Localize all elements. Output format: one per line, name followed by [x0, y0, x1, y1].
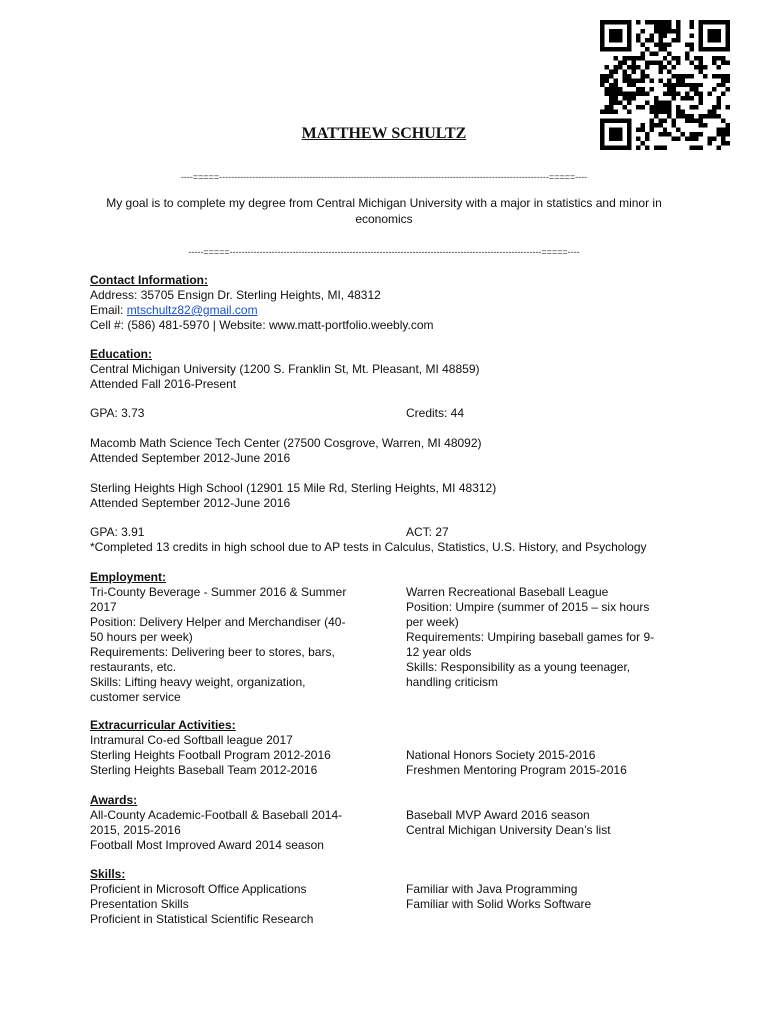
education-cmu-gpa: GPA: 3.73 [90, 406, 145, 420]
contact-email-row [90, 303, 258, 318]
skill-item: Proficient in Microsoft Office Applications [90, 882, 307, 896]
education-shhs-attended: Attended September 2012-June 2016 [90, 496, 291, 510]
contact-heading: Contact Information: [90, 273, 208, 287]
divider-bottom: -----=====--------------------------------------------------------------------------------------------------------=====---- [188, 247, 580, 257]
employment-left-line: 50 hours per week) [90, 630, 193, 644]
employment-right-line: Position: Umpire (summer of 2015 – six hours [406, 600, 650, 614]
employment-right-line: 12 year olds [406, 645, 472, 659]
employment-left-column [90, 585, 346, 705]
divider-top: ----=====--------------------------------------------------------------------------------------------------------------=====---- [180, 172, 588, 182]
education-shhs-act: ACT: 27 [406, 525, 449, 539]
skill-item: Familiar with Solid Works Software [406, 897, 592, 911]
education-cmu-attended: Attended Fall 2016-Present [90, 377, 237, 391]
employment-left-line: Tri-County Beverage - Summer 2016 & Summer [90, 585, 347, 599]
skills-left-column [90, 882, 313, 927]
employment-right-line: Warren Recreational Baseball League [406, 585, 609, 599]
skill-item: Familiar with Java Programming [406, 882, 578, 896]
objective-line-1: My goal is to complete my degree from Central Michigan University with a major in statistics and minor in [106, 196, 662, 210]
awards-left-column [90, 808, 342, 853]
email-label: Email: [90, 303, 127, 317]
award-item: All-County Academic-Football & Baseball 2014- [90, 808, 343, 822]
objective-line-2: economics [355, 212, 413, 226]
award-item: Baseball MVP Award 2016 season [406, 808, 590, 822]
award-item: Football Most Improved Award 2014 season [90, 838, 324, 852]
education-macomb: Macomb Math Science Tech Center (27500 Cosgrove, Warren, MI 48092) [90, 436, 482, 450]
contact-cell: Cell #: (586) 481-5970 | Website: www.matt-portfolio.weebly.com [90, 318, 434, 332]
awards-right-column [406, 808, 611, 838]
education-cmu-credits: Credits: 44 [406, 406, 465, 420]
employment-right-line: per week) [406, 615, 459, 629]
employment-right-line: Requirements: Umpiring baseball games for 9- [406, 630, 655, 644]
employment-left-line: Skills: Lifting heavy weight, organization, [90, 675, 306, 689]
employment-right-line: handling criticism [406, 675, 499, 689]
resume-name: MATTHEW SCHULTZ [301, 125, 467, 142]
extracurricular-item: National Honors Society 2015-2016 [406, 748, 596, 762]
award-item: Central Michigan University Dean’s list [406, 823, 611, 837]
contact-address: Address: 35705 Ensign Dr. Sterling Heights, MI, 48312 [90, 288, 381, 302]
extracurricular-right-column [406, 748, 627, 778]
education-heading: Education: [90, 347, 152, 361]
extracurricular-item: Sterling Heights Baseball Team 2012-2016 [90, 763, 318, 777]
employment-left-line: Position: Delivery Helper and Merchandiser (40- [90, 615, 346, 629]
skill-item: Presentation Skills [90, 897, 189, 911]
education-shhs: Sterling Heights High School (12901 15 Mile Rd, Sterling Heights, MI 48312) [90, 481, 497, 495]
skills-right-column [406, 882, 591, 912]
extracurricular-item: Intramural Co-ed Softball league 2017 [90, 733, 293, 747]
employment-right-line: Skills: Responsibility as a young teenager, [406, 660, 631, 674]
awards-heading: Awards: [90, 793, 138, 807]
employment-heading: Employment: [90, 570, 167, 584]
extracurricular-item: Sterling Heights Football Program 2012-2016 [90, 748, 331, 762]
education-cmu: Central Michigan University (1200 S. Franklin St, Mt. Pleasant, MI 48859) [90, 362, 480, 376]
employment-left-line: 2017 [90, 600, 117, 614]
employment-right-column [406, 585, 654, 690]
skill-item: Proficient in Statistical Scientific Research [90, 912, 314, 926]
award-item: 2015, 2015-2016 [90, 823, 181, 837]
education-macomb-attended: Attended September 2012-June 2016 [90, 451, 291, 465]
extracurricular-heading: Extracurricular Activities: [90, 718, 236, 732]
education-ap-note: *Completed 13 credits in high school due to AP tests in Calculus, Statistics, U.S. History, and Psychology [90, 540, 647, 554]
extracurricular-left-column [90, 733, 331, 778]
education-shhs-gpa: GPA: 3.91 [90, 525, 145, 539]
employment-left-line: customer service [90, 690, 181, 704]
employment-left-line: restaurants, etc. [90, 660, 177, 674]
skills-heading: Skills: [90, 867, 126, 881]
extracurricular-item: Freshmen Mentoring Program 2015-2016 [406, 763, 627, 777]
email-link[interactable]: mtschultz82@gmail.com [126, 303, 258, 317]
employment-left-line: Requirements: Delivering beer to stores, bars, [90, 645, 335, 659]
